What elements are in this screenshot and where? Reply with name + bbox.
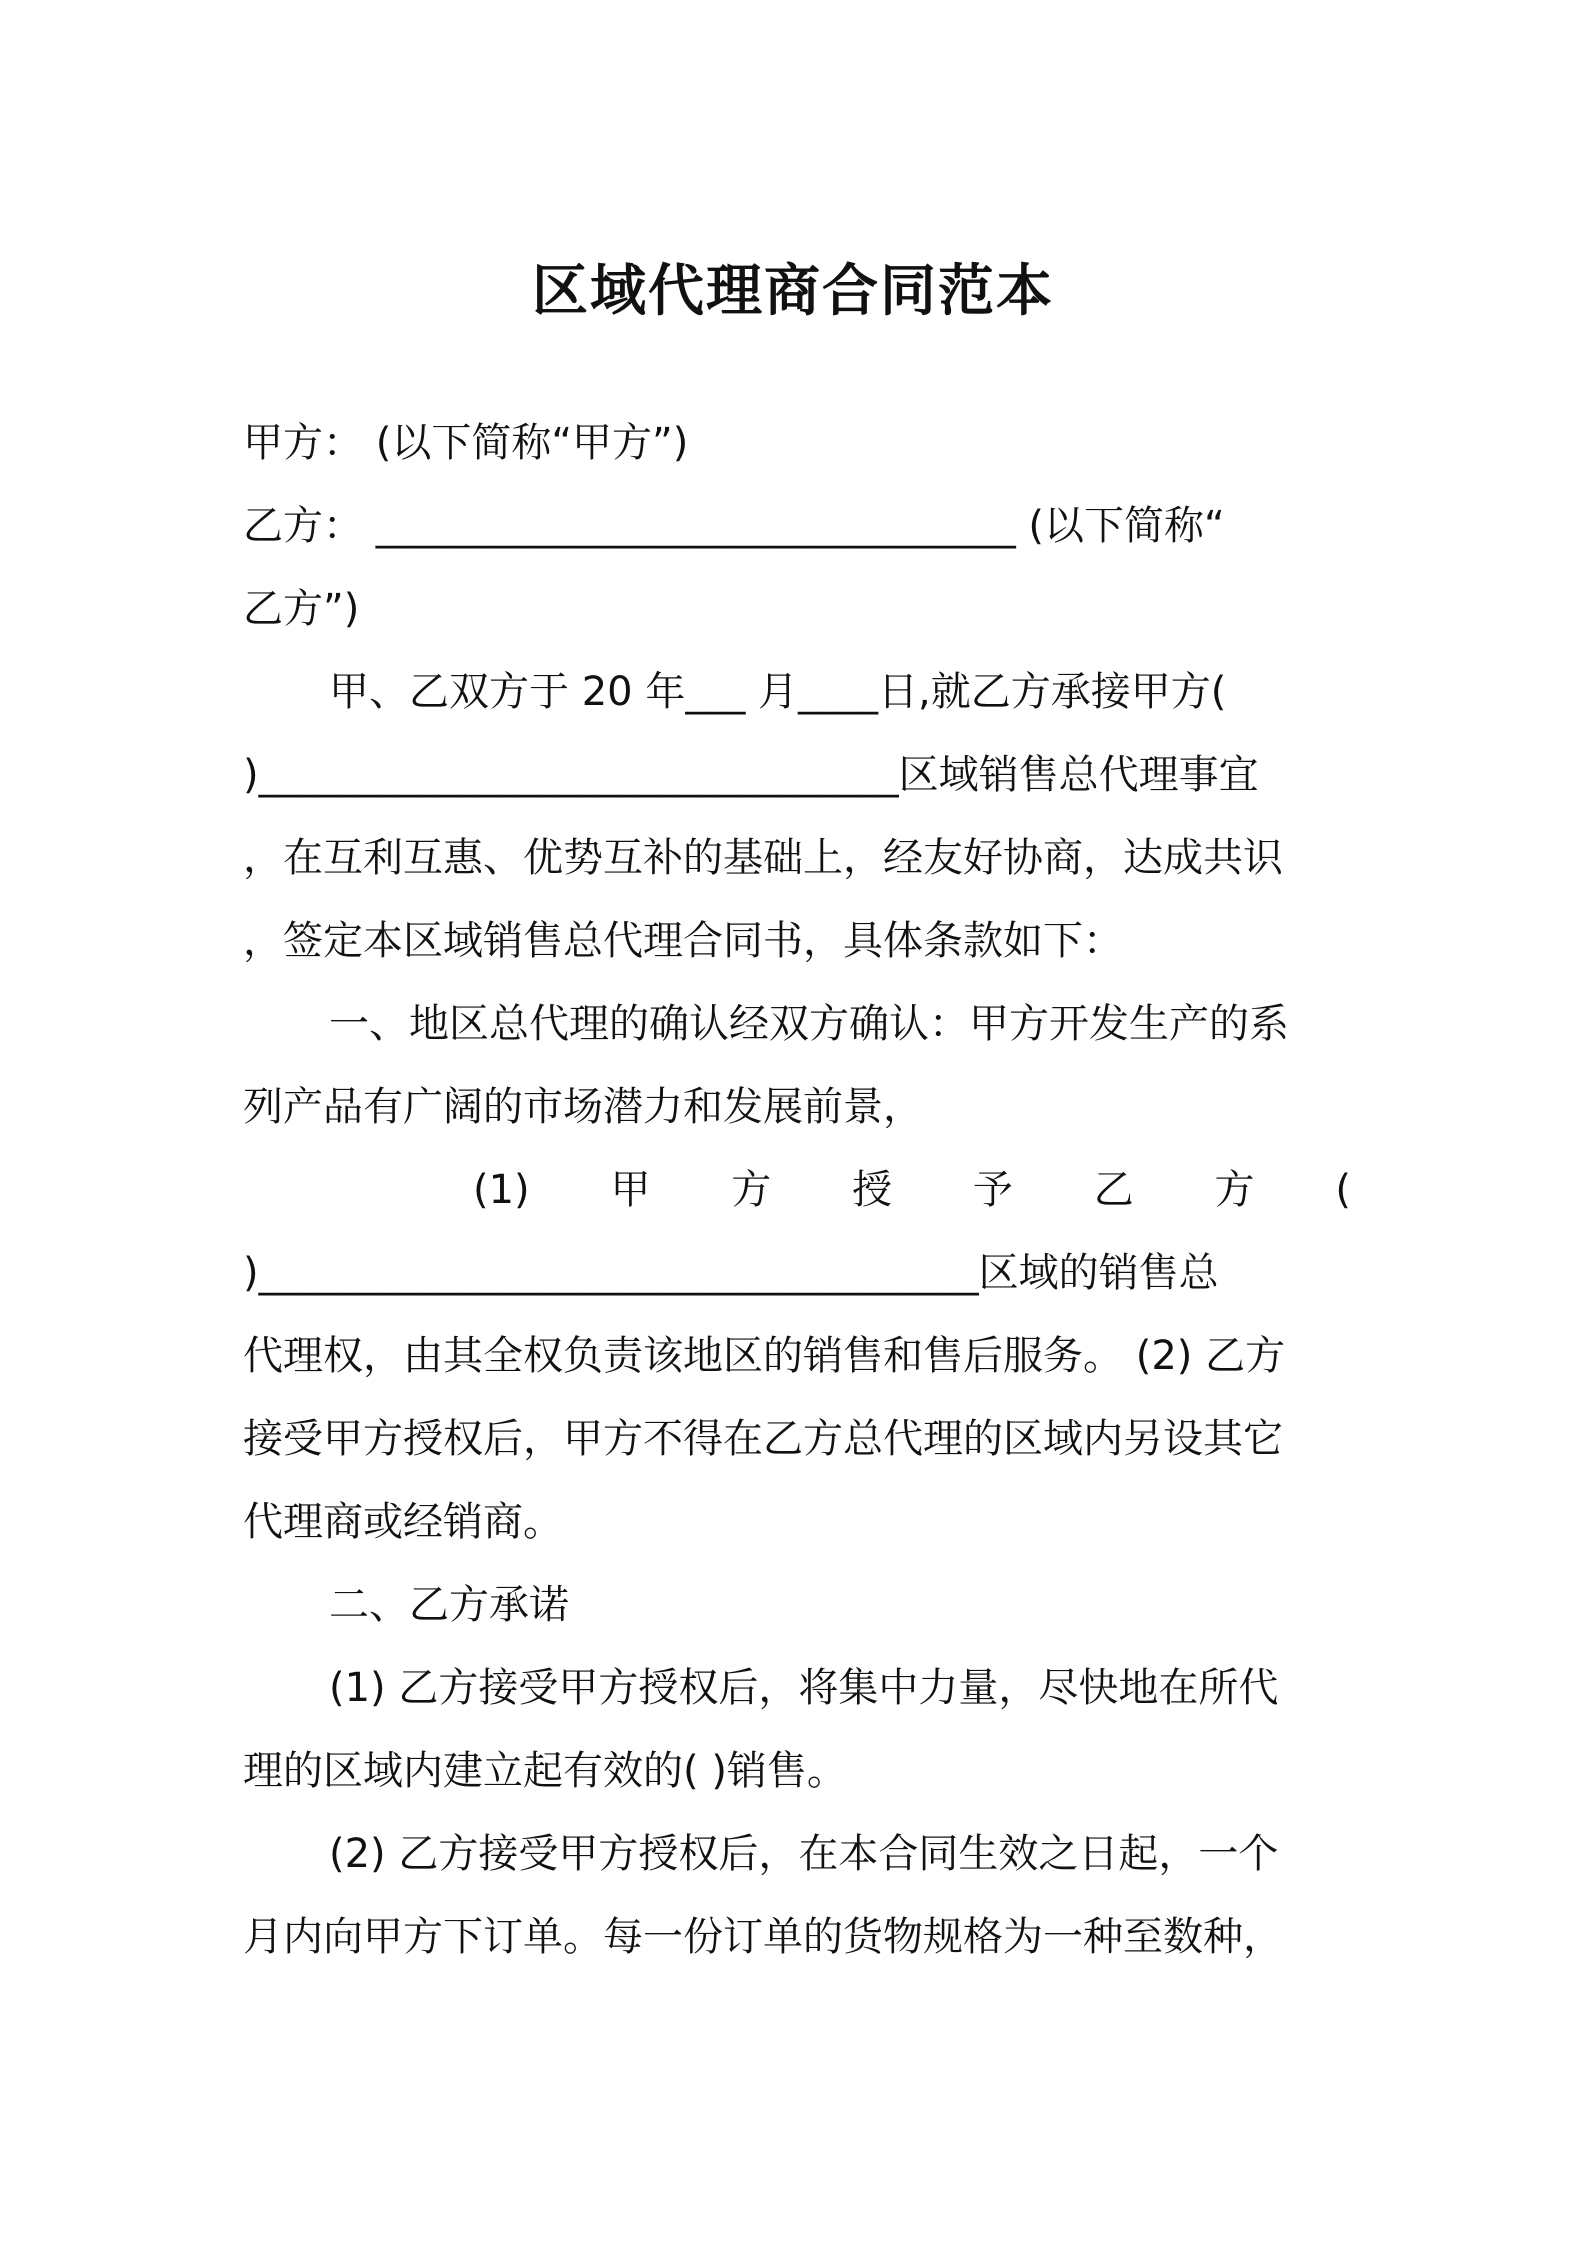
paragraph-line: )________________________________区域销售总代理事宜 [243, 752, 1259, 798]
spaced-clause-line [243, 1149, 1351, 1232]
paragraph-line: ，签定本区域销售总代理合同书，具体条款如下： [243, 918, 1123, 964]
paragraph-line: ，在互利互惠、优势互补的基础上，经友好协商，达成共识 [243, 835, 1283, 881]
paragraph-line: 列产品有广阔的市场潜力和发展前景， [243, 1084, 923, 1130]
spaced-token: (1) [473, 1167, 530, 1213]
spaced-token: 予 [972, 1167, 1013, 1213]
paragraph-line: (2) 乙方接受甲方授权后，在本合同生效之日起，一个 [329, 1831, 1279, 1877]
paragraph-line: 代理商或经销商。 [243, 1499, 563, 1545]
spaced-token: 甲 [610, 1167, 651, 1213]
section-heading-2: 二、乙方承诺 [329, 1582, 569, 1628]
paragraph-line: 甲、乙双方于 20 年___ 月____日,就乙方承接甲方( [329, 669, 1227, 715]
paragraph-line: (1) 乙方接受甲方授权后，将集中力量，尽快地在所代 [329, 1665, 1279, 1711]
spaced-token: 方 [731, 1167, 772, 1213]
paragraph-line: 代理权，由其全权负责该地区的销售和售后服务。 (2) 乙方 [243, 1333, 1286, 1379]
paragraph-line: 月内向甲方下订单。每一份订单的货物规格为一种至数种， [243, 1914, 1283, 1960]
document-title: 区域代理商合同范本 [532, 259, 1054, 324]
spaced-token: 乙 [1093, 1167, 1134, 1213]
section-heading-1: 一、地区总代理的确认经双方确认：甲方开发生产的系 [329, 1001, 1289, 1047]
paragraph-line: 接受甲方授权后，甲方不得在乙方总代理的区域内另设其它 [243, 1416, 1283, 1462]
party-a-line: 甲方： (以下简称“甲方”) [243, 420, 689, 466]
party-b-line-cont: 乙方”) [243, 586, 360, 632]
spaced-token: 方 [1214, 1167, 1255, 1213]
spaced-token: 授 [852, 1167, 893, 1213]
spaced-token: ( [1335, 1167, 1351, 1213]
document-body [243, 402, 1351, 1979]
party-b-line: 乙方： ________________________________ (以下简称“ [243, 503, 1225, 549]
paragraph-line: )____________________________________区域的销售总 [243, 1250, 1219, 1296]
paragraph-line: 理的区域内建立起有效的( )销售。 [243, 1748, 847, 1794]
